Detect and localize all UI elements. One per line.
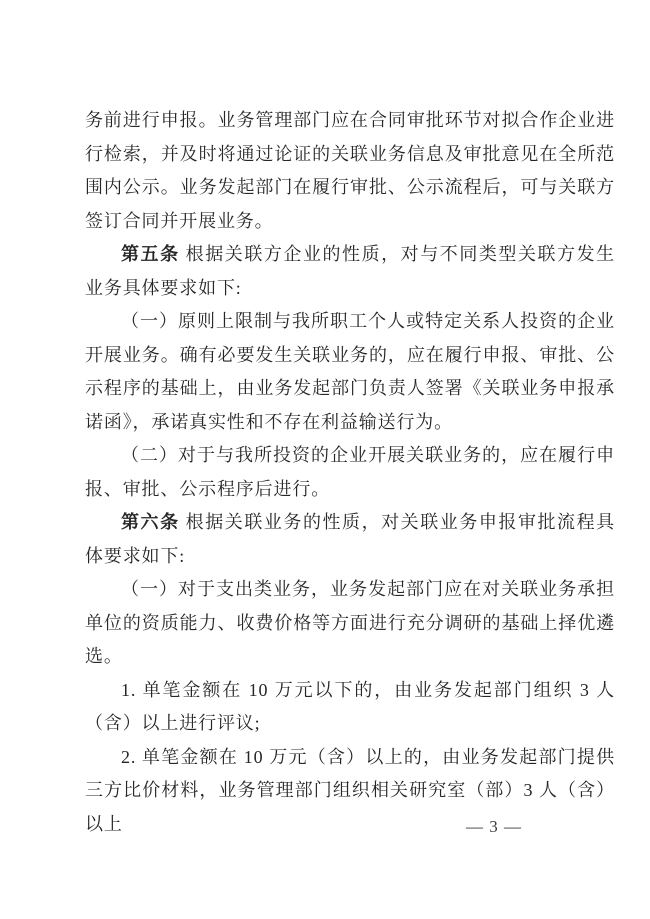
paragraph-continuation [85, 104, 615, 238]
paragraph-clause-6 [85, 506, 615, 573]
paragraph-clause-5-item-1 [85, 305, 615, 439]
paragraph-clause-6-sub-1 [85, 674, 615, 741]
paragraph-text: （二）对于与我所投资的企业开展关联业务的，应在履行申报、审批、公示程序后进行。 [85, 445, 615, 499]
paragraph-text: 务前进行申报。业务管理部门应在合同审批环节对拟合作企业进行检索，并及时将通过论证的关联业务信息及审批意见在全所范围内公示。业务发起部门在履行审批、公示流程后，可与关联方签订合同并开展业务。 [85, 110, 615, 231]
paragraph-text: 根据关联业务的性质，对关联业务申报审批流程具体要求如下: [85, 512, 615, 566]
document-text-block [85, 104, 615, 841]
paragraph-text: （一）原则上限制与我所职工个人或特定关系人投资的企业开展业务。确有必要发生关联业务的，应在履行申报、审批、公示程序的基础上，由业务发起部门负责人签署《关联业务申报承诺函》，承诺真实性和不存在利益输送行为。 [85, 311, 615, 432]
paragraph-clause-5 [85, 238, 615, 305]
paragraph-clause-5-item-2 [85, 439, 615, 506]
paragraph-text: 2. 单笔金额在 10 万元（含）以上的，由业务发起部门提供三方比价材料，业务管理部门组织相关研究室（部）3 人（含）以上 [85, 746, 615, 834]
paragraph-text: （一）对于支出类业务，业务发起部门应在对关联业务承担单位的资质能力、收费价格等方面进行充分调研的基础上择优遴选。 [85, 579, 615, 666]
page-number: — 3 — [466, 817, 522, 836]
clause-5-label: 第五条 [121, 244, 180, 264]
clause-6-label: 第六条 [121, 512, 180, 532]
paragraph-text: 根据关联方企业的性质，对与不同类型关联方发生业务具体要求如下: [85, 244, 615, 298]
paragraph-text: 1. 单笔金额在 10 万元以下的，由业务发起部门组织 3 人（含）以上进行评议; [85, 679, 615, 733]
paragraph-clause-6-item-1 [85, 573, 615, 674]
